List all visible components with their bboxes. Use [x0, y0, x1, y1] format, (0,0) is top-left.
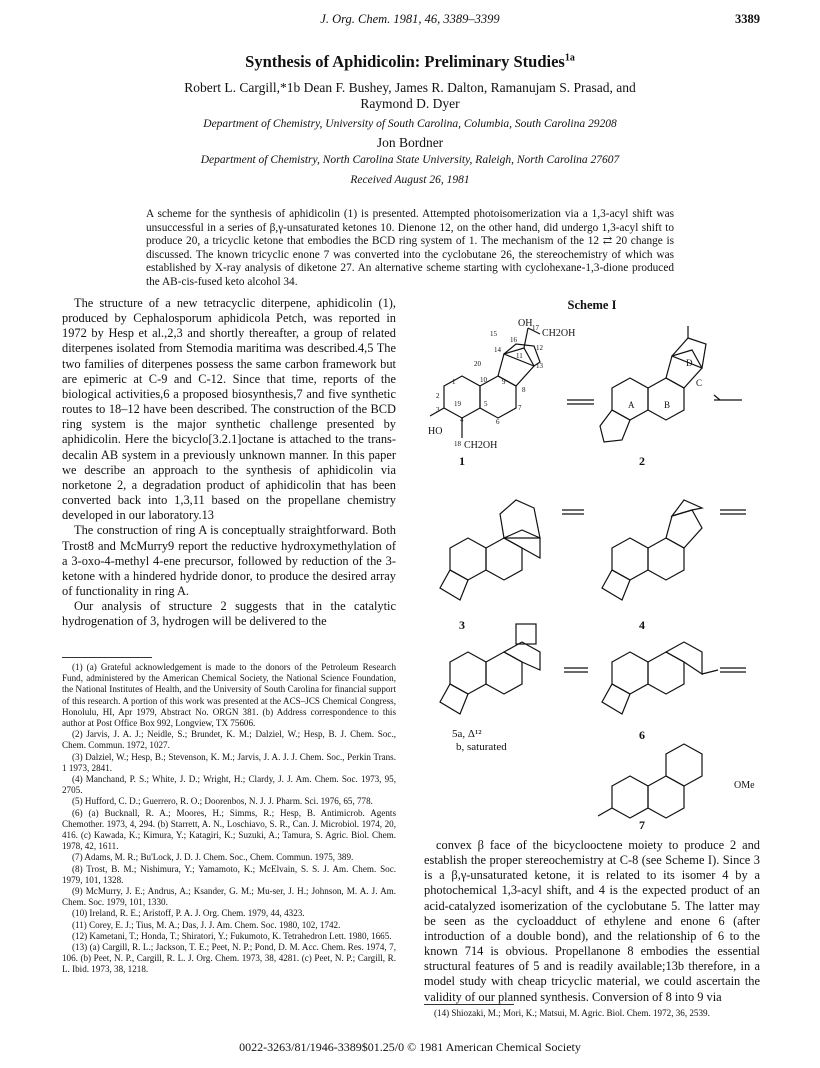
title-text: Synthesis of Aphidicolin: Preliminary Studies: [245, 52, 565, 71]
atom-number: 16: [510, 336, 517, 344]
ring-letter-d: D: [686, 358, 693, 368]
footnote-divider: [62, 657, 152, 658]
paragraph: The structure of a new tetracyclic diterpene, aphidicolin (1), produced by Cephalosporum aphidicola Petch, was reported in 1972 by Hesp et al.,2,3 and shortly thereafter, a group of related diterpenes isolated from Stemodia maritima was described.4,5 The two families of diterpenes possess the same carbon framework but are epimeric at C-9 and C-12. Since that time, reports of the biological activities,6 a proposed biosynthesis,7 and five synthetic routes to 18–12 have been described. The construction of the BCD ring system is the major synthetic challenge presented by aphidicolin. Here the bicyclo[3.2.1]octane is attached to the trans-decalin AB system in a previously unknown manner. In this paper we describe an approach to the synthesis of aphidicolin via norketone 2, a degradation product of aphidicolin that has been converted back into 1,3,11 based on the propellane chemistry developed in our laboratory.13: [62, 296, 396, 523]
equilibrium-arrow-1: [567, 400, 594, 404]
body-left-column: [62, 296, 396, 629]
reaction-arrow-3: [720, 510, 746, 514]
atom-label-ho: HO: [428, 426, 443, 437]
structure-6: [602, 642, 718, 714]
atom-number: 15: [490, 330, 497, 338]
received-date: Received August 26, 1981: [350, 174, 470, 186]
reaction-arrow-5: [720, 668, 746, 672]
page-footer: 0022-3263/81/1946-3389$01.25/0 © 1981 American Chemical Society: [239, 1040, 581, 1054]
page-number: 3389: [735, 12, 760, 26]
atom-number: 20: [474, 360, 481, 368]
running-header: [0, 10, 820, 30]
atom-number: 8: [522, 386, 526, 394]
atom-number: 14: [494, 346, 501, 354]
structure-3: [440, 500, 540, 600]
atom-number: 1: [452, 378, 456, 386]
structure-5: [440, 624, 540, 714]
atom-label-ch2oh-18: CH2OH: [464, 440, 498, 451]
reaction-arrow-2: [562, 510, 584, 514]
compound-label-5a: 5a, Δ¹²: [452, 728, 482, 740]
paper-title: [0, 52, 820, 72]
footnote: (7) Adams, M. R.; Bu'Lock, J. D. J. Chem. Soc., Chem. Commun. 1975, 389.: [72, 852, 354, 863]
footnote: (2) Jarvis, J. A. J.; Neidle, S.; Brundet, K. M.; Dalziel, W.; Hesp, B. J. Chem. Soc., Chem. Commun. 1972, 1027.: [62, 729, 396, 751]
footnote: (13) (a) Cargill, R. L.; Jackson, T. E.; Peet, N. P.; Pond, D. M. Acc. Chem. Res. 1974, 7, 106. (b) Peet, N. P., Cargill, R. L. J. Org. Chem. 1973, 38, 4281. (c) Peet, N. P.; Cargill, R. L. Ibid. 1973, 38, 1218.: [62, 942, 396, 975]
atom-number: 10: [480, 376, 487, 384]
footnote: (1) (a) Grateful acknowledgement is made to the donors of the Petroleum Research Fund, administered by the American Chemical Society, the National Science Foundation, the National Institutes of Health, and the University of South Carolina for financial support of this research. A portion of this work was presented at the ACS–JCS Chemical Congress, Honolulu, HI, Apr 1979, Abstract No. ORGN 381. (b) Address correspondence to this author at Post Office Box 992, Longview, TX 75606.: [62, 662, 396, 729]
author-3: Jon Bordner: [376, 135, 444, 150]
scheme-title: Scheme I: [567, 298, 617, 312]
compound-label-5b: b, saturated: [456, 741, 507, 753]
atom-number: 6: [496, 418, 500, 426]
journal-citation: J. Org. Chem. 1981, 46, 3389–3399: [320, 12, 500, 26]
atom-label-ch2oh: CH2OH: [542, 328, 576, 339]
body-right-column: [424, 838, 760, 1005]
compound-label-6: 6: [639, 728, 645, 742]
compound-label-2: 2: [639, 454, 645, 468]
footnote: (3) Dalziel, W.; Hesp, B.; Stevenson, K. M.; Jarvis, J. A. J. J. Chem. Soc., Perkin Trans. 1 1973, 2841.: [62, 751, 396, 773]
atom-number: 13: [536, 362, 543, 370]
atom-number: 5: [484, 400, 488, 408]
ring-letter-c: C: [696, 378, 703, 388]
atom-number: 7: [518, 404, 522, 412]
footnote: (5) Hufford, C. D.; Guerrero, R. O.; Doorenbos, N. J. J. Pharm. Sci. 1976, 65, 778.: [72, 796, 373, 807]
title-footnote-mark: 1a: [564, 52, 575, 64]
paragraph: convex β face of the bicyclooctene moiety to produce 2 and establish the proper stereochemistry at C-8 (see Scheme I). Since 3 is a β,γ-unsaturated ketone, it is related to its isomer 4 by a photochemical 1,3-acyl shift, and 4 is the expected product of an acid-catalyzed isomerization of the cyclobutane 5. The latter may be seen as the cycloadduct of ethylene and enone 6 (after introduction of a double bond), and the relationship of 6 to the known 714 is obvious. Propellanone 8 embodies the essential structural features of 5 and is readily available;13b therefore, in a model study with cheap tricyclic material, we could ascertain the validity of our planned synthesis. Conversion of 8 into 9 via: [424, 838, 760, 1004]
footnote: (10) Ireland, R. E.; Aristoff, P. A. J. Org. Chem. 1979, 44, 4323.: [72, 908, 305, 919]
footnote-14: (14) Shiozaki, M.; Mori, K.; Matsui, M. Agric. Biol. Chem. 1972, 36, 2539.: [434, 1008, 710, 1018]
authors-line-2: Raymond D. Dyer: [360, 96, 460, 111]
atom-number: 11: [516, 352, 523, 360]
atom-number: 3: [436, 406, 440, 414]
paragraph: The construction of ring A is conceptually straightforward. Both Trost8 and McMurry9 report the reductive hydroxymethylation of a 3-oxo-4-methyl 4-ene precursor, followed by reduction of the 3-ketone with a hindered hydride donor, to produce the desired array of functionality in ring A.: [62, 523, 396, 598]
atom-number: 12: [536, 344, 543, 352]
footnote-divider: [424, 1004, 514, 1005]
author-list: [90, 80, 730, 112]
atom-number: 17: [532, 324, 539, 332]
atom-label-oh: OH: [518, 318, 533, 329]
footnote: (11) Corey, E. J.; Tius, M. A.; Das, J. J. Am. Chem. Soc. 1980, 102, 1742.: [72, 919, 341, 930]
compound-label-7: 7: [639, 818, 645, 832]
structure-2: [600, 326, 706, 442]
compound-label-1: 1: [459, 454, 465, 468]
affiliation-1: Department of Chemistry, University of South Carolina, Columbia, South Carolina 29208: [203, 118, 617, 130]
atom-number: 18: [454, 440, 461, 448]
authors-line-1: Robert L. Cargill,*1b Dean F. Bushey, James R. Dalton, Ramanujam S. Prasad, and: [184, 80, 636, 95]
footnote: (6) (a) Bucknall, R. A.; Moores, H.; Simms, R.; Hesp, B. Antimicrob. Agents Chemother. 1973, 4, 294. (b) Starrett, A. N., Loschiavo, S. R., Can. J. Microbiol. 1974, 20, 416. (c) Kawada, K.; Kimura, Y.; Katagiri, K.; Suzuki, A.; Tamura, S. Agric. Biol. Chem. 1978, 42, 1611.: [62, 807, 396, 852]
abstract: A scheme for the synthesis of aphidicolin (1) is presented. Attempted photoisomerization via a 1,3-acyl shift was unsuccessful in a series of β,γ-unsaturated ketones 10. Dienone 12, on the other hand, did undergo 1,3-acyl shift to produce 20, a tricyclic ketone that embodies the BCD ring system of 1. The mechanism of the 12 ⇄ 20 change is discussed. The known tricyclic enone 7 was converted into the cyclobutane 26, the stereochemistry of which was established by X-ray analysis of diketone 27. An alternative scheme starting with cyclohexane-1,3-dione produced the AB-cis-fused keto alcohol 34.: [146, 208, 674, 288]
reaction-arrow-1: [714, 395, 742, 400]
structure-4: [602, 500, 702, 600]
compound-label-4: 4: [639, 618, 645, 632]
paragraph: Our analysis of structure 2 suggests that in the catalytic hydrogenation of 3, hydrogen will be delivered to the: [62, 599, 396, 629]
footnote: (9) McMurry, J. E.; Andrus, A.; Ksander, G. M.; Mu-ser, J. H.; Johnson, M. A. J. Am. Chem. Soc. 1979, 101, 1330.: [62, 886, 396, 908]
reaction-arrow-4: [564, 668, 588, 672]
structure-7: [598, 744, 702, 818]
footnotes: [62, 662, 396, 976]
ring-letter-a: A: [628, 400, 635, 410]
footnote: (8) Trost, B. M.; Nishimura, Y.; Yamamoto, K.; McElvain, S. S. J. Am. Chem. Soc. 1979, 101, 1328.: [62, 863, 396, 885]
atom-label-ome: OMe: [734, 780, 755, 791]
affiliation-2: Department of Chemistry, North Carolina State University, Raleigh, North Carolina 27607: [200, 154, 620, 166]
atom-number: 4: [460, 416, 464, 424]
footnote: (4) Manchand, P. S.; White, J. D.; Wright, H.; Clardy, J. J. Am. Chem. Soc. 1973, 95, 2705.: [62, 774, 396, 796]
compound-label-3: 3: [459, 618, 465, 632]
atom-number: 9: [502, 378, 506, 386]
atom-number: 19: [454, 400, 461, 408]
scheme-i: [424, 296, 760, 832]
ring-letter-b: B: [664, 400, 671, 410]
atom-number: 2: [436, 392, 440, 400]
footnote: (12) Kametani, T.; Honda, T.; Shiratori, Y.; Fukumoto, K. Tetrahedron Lett. 1980, 1665.: [72, 930, 392, 941]
